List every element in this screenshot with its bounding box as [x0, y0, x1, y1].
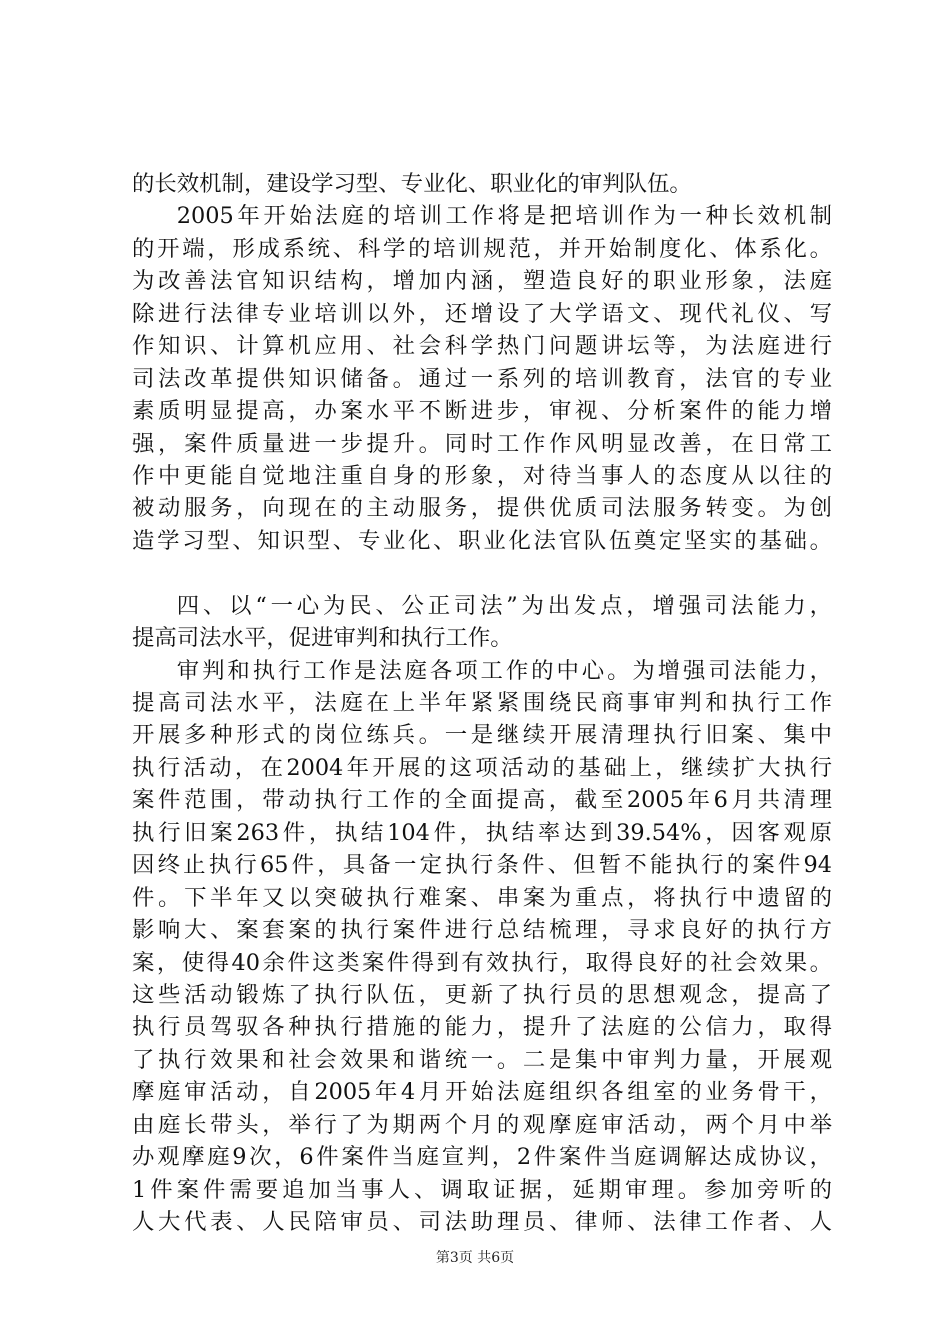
text-line: 执行旧案263件，执结104件，执结率达到39.54%，因客观原 — [132, 819, 832, 846]
text-line: 了执行效果和社会效果和谐统一。二是集中审判力量，开展观 — [132, 1046, 832, 1073]
text-line: 为改善法官知识结构，增加内涵，塑造良好的职业形象，法庭 — [132, 268, 832, 295]
text-line: 案，使得40余件这类案件得到有效执行，取得良好的社会效果。 — [132, 949, 832, 976]
text-line: 审判和执行工作是法庭各项工作的中心。为增强司法能力， — [176, 657, 832, 684]
text-line: 提高司法水平，法庭在上半年紧紧围绕民商事审判和执行工作 — [132, 690, 832, 716]
text-line: 2005年开始法庭的培训工作将是把培训作为一种长效机制 — [176, 203, 832, 230]
text-line: 办观摩庭9次，6件案件当庭宣判，2件案件当庭调解达成协议， — [132, 1144, 832, 1171]
text-line: 的长效机制，建设学习型、专业化、职业化的审判队伍。 — [132, 171, 692, 197]
text-line: 强，案件质量进一步提升。同时工作作风明显改善，在日常工 — [132, 430, 832, 457]
text-line: 件。下半年又以突破执行难案、串案为重点，将执行中遗留的 — [132, 884, 832, 911]
paragraph-1 — [132, 168, 832, 200]
document-body — [132, 168, 832, 1238]
text-line: 人大代表、人民陪审员、司法助理员、律师、法律工作者、人 — [132, 1209, 832, 1235]
text-line: 影响大、案套案的执行案件进行总结梳理，寻求良好的执行方 — [132, 917, 832, 944]
text-line: 素质明显提高，办案水平不断进步，审视、分析案件的能力增 — [132, 398, 832, 425]
text-line: 摩庭审活动，自2005年4月开始法庭组织各组室的业务骨干， — [132, 1079, 832, 1106]
text-line: 案件范围，带动执行工作的全面提高，截至2005年6月共清理 — [132, 787, 832, 814]
text-line: 由庭长带头，举行了为期两个月的观摩庭审活动，两个月中举 — [132, 1111, 832, 1138]
text-line: 除进行法律专业培训以外，还增设了大学语文、现代礼仪、写 — [132, 300, 832, 327]
text-line: 造学习型、知识型、专业化、职业化法官队伍奠定坚实的基础。 — [132, 527, 832, 554]
text-line: 司法改革提供知识储备。通过一系列的培训教育，法官的专业 — [132, 365, 832, 392]
page-footer: 第3页 共6页 — [435, 1250, 515, 1266]
text-line: 开展多种形式的岗位练兵。一是继续开展清理执行旧案、集中 — [132, 722, 832, 749]
text-line: 执行员驾驭各种执行措施的能力，提升了法庭的公信力，取得 — [132, 1014, 832, 1041]
text-line: 提高司法水平，促进审判和执行工作。 — [132, 625, 513, 652]
paragraph-2 — [132, 200, 832, 557]
paragraph-3 — [132, 590, 832, 655]
paragraph-4 — [132, 655, 832, 1239]
text-line: 执行活动，在2004年开展的这项活动的基础上，继续扩大执行 — [132, 754, 832, 781]
text-line: 作知识、计算机应用、社会科学热门问题讲坛等，为法庭进行 — [132, 333, 832, 360]
text-line: 因终止执行65件，具备一定执行条件、但暂不能执行的案件94 — [132, 852, 832, 879]
text-line: 这些活动锻炼了执行队伍，更新了执行员的思想观念，提高了 — [132, 981, 832, 1008]
text-line: 的开端，形成系统、科学的培训规范，并开始制度化、体系化。 — [132, 235, 832, 262]
text-line: 作中更能自觉地注重自身的形象，对待当事人的态度从以往的 — [132, 462, 832, 489]
text-line: 1件案件需要追加当事人、调取证据，延期审理。参加旁听的 — [132, 1176, 832, 1203]
paragraph-gap — [132, 557, 832, 589]
text-line: 四、以“一心为民、公正司法”为出发点，增强司法能力， — [176, 592, 832, 619]
text-line: 被动服务，向现在的主动服务，提供优质司法服务转变。为创 — [132, 495, 832, 522]
